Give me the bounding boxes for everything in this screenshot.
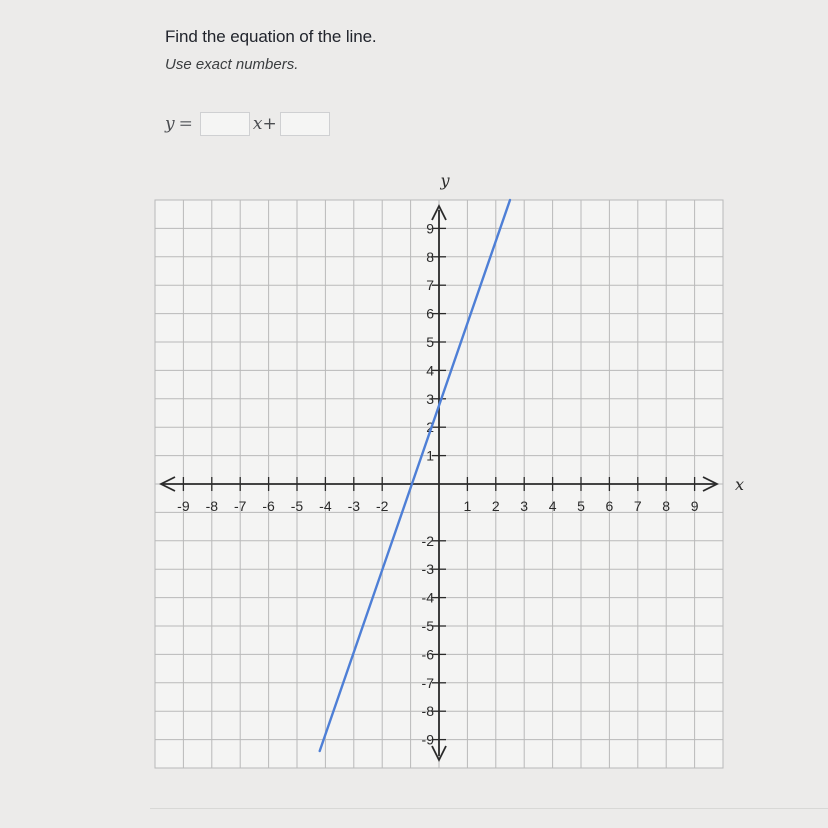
x-tick-label: -2 [375,498,389,514]
x-tick-label: 8 [662,498,671,514]
y-tick-label: -6 [421,646,434,663]
y-tick-label: 8 [426,248,434,265]
x-tick-label: 1 [463,498,472,514]
y-tick-label: -4 [421,589,434,606]
x-tick-label: -7 [233,498,247,514]
x-tick-label: -6 [262,498,275,514]
x-tick-label: 7 [633,498,642,514]
y-tick-label: -8 [421,703,434,720]
x-tick-label: -5 [290,498,304,514]
x-tick-label: 2 [491,498,500,514]
x-tick-label: 5 [577,498,585,514]
y-tick-label: -7 [421,674,434,691]
bottom-divider [150,808,828,809]
x-tick-label: -3 [347,498,361,514]
x-tick-label: 4 [548,498,557,514]
x-tick-label: -8 [205,498,219,514]
y-tick-label: 4 [426,362,434,379]
y-tick-label: 2 [426,419,434,436]
y-tick-label: -5 [421,618,434,634]
y-tick-label: 7 [426,277,434,294]
y-tick-label: 5 [426,334,434,350]
y-tick-label: -2 [421,532,434,549]
equation-lhs: y [165,114,175,134]
y-tick-label: 3 [426,390,434,407]
y-tick-label: 9 [426,220,434,237]
question-title: Find the equation of the line. [165,27,377,46]
x-tick-label: 9 [690,498,699,514]
x-axis-label: x [735,475,745,494]
y-axis-label: y [440,171,450,190]
y-tick-label: 1 [426,447,434,464]
x-tick-label: 6 [605,498,614,514]
y-tick-label: -3 [421,561,434,578]
x-tick-label: 3 [520,498,529,514]
question-subtitle: Use exact numbers. [165,56,299,73]
y-tick-label: -9 [421,731,434,748]
equals-sign: = [178,114,193,134]
x-tick-label: -9 [177,498,190,514]
x-term: x+ [252,114,277,134]
y-tick-label: 6 [426,305,434,322]
x-tick-label: -4 [319,498,332,514]
